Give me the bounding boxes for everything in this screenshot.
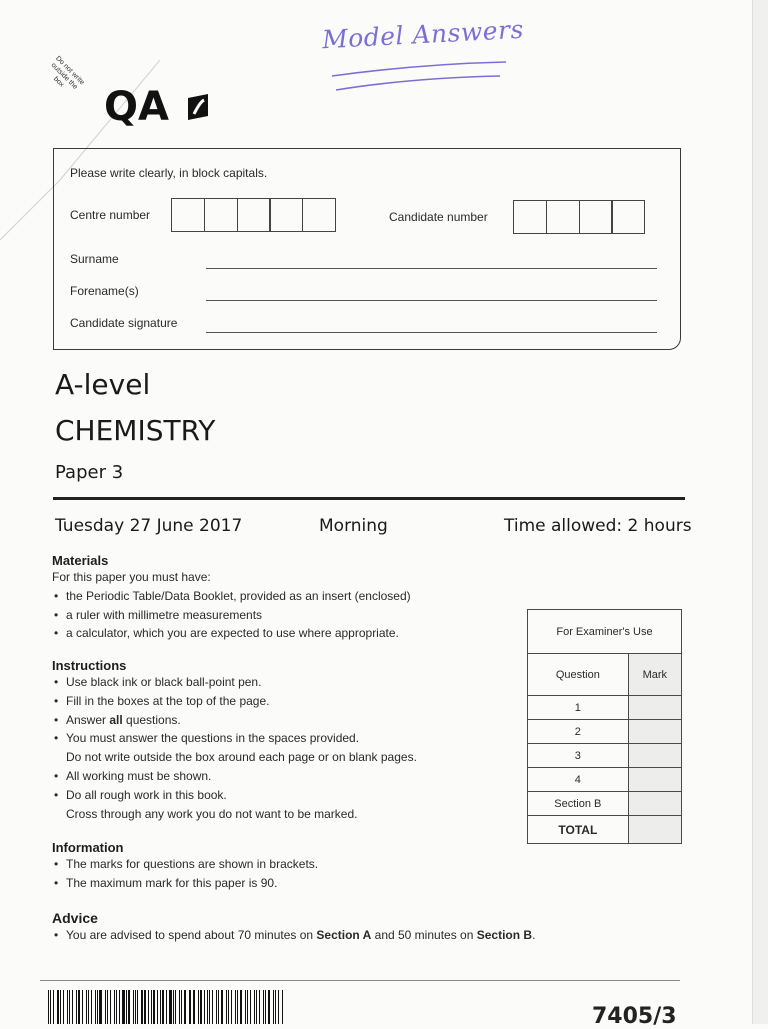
examiners-use-table xyxy=(527,609,682,844)
digit-box[interactable] xyxy=(579,200,613,234)
digit-box[interactable] xyxy=(302,198,336,232)
barcode-bar xyxy=(148,990,149,1024)
barcode-bar xyxy=(119,990,120,1024)
barcode-bar xyxy=(282,990,283,1024)
barcode-bar xyxy=(82,990,83,1024)
barcode-bar xyxy=(275,990,276,1024)
barcode-bar xyxy=(107,990,108,1024)
barcode-bar xyxy=(110,990,111,1024)
total-row xyxy=(528,816,682,844)
paper-number: Paper 3 xyxy=(55,462,124,483)
centre-number-boxes[interactable] xyxy=(171,198,336,232)
table-row xyxy=(528,792,682,816)
board-logo xyxy=(104,84,210,130)
forenames-line[interactable] xyxy=(206,300,657,301)
barcode-bar xyxy=(133,990,134,1024)
barcode-bar xyxy=(60,990,61,1024)
barcode-bar xyxy=(200,990,201,1024)
list-item: • a calculator, which you are expected to use where appropriate. xyxy=(52,624,522,643)
table-row xyxy=(528,744,682,768)
mark-cell[interactable] xyxy=(628,720,681,744)
question-column-header: Question xyxy=(528,654,629,696)
handwritten-underline xyxy=(330,56,510,96)
barcode-bar xyxy=(122,990,124,1024)
barcode-bar xyxy=(151,990,152,1024)
barcode-bar xyxy=(63,990,64,1024)
barcode-bar xyxy=(263,990,264,1024)
barcode-bar xyxy=(76,990,77,1024)
list-item-continuation: Cross through any work you do not want to be marked. xyxy=(66,806,358,821)
list-item: • a ruler with millimetre measurements xyxy=(52,606,522,625)
barcode-bar xyxy=(153,990,154,1024)
barcode-bar xyxy=(190,990,191,1024)
digit-box[interactable] xyxy=(171,198,205,232)
barcode-bar xyxy=(126,990,127,1024)
total-mark-cell[interactable] xyxy=(628,816,681,844)
barcode-bar xyxy=(268,990,270,1024)
forenames-label: Forename(s) xyxy=(70,284,139,298)
materials-section xyxy=(52,553,522,643)
list-item: • Fill in the boxes at the top of the page. xyxy=(52,692,522,711)
barcode-bar xyxy=(184,990,185,1024)
information-list xyxy=(52,855,522,893)
question-cell: 2 xyxy=(528,720,629,744)
barcode-bar xyxy=(141,990,142,1024)
list-item: • You must answer the questions in the spaces provided. xyxy=(52,729,522,748)
barcode-bar xyxy=(235,990,236,1024)
barcode-bar xyxy=(209,990,210,1024)
examiners-use-title: For Examiner's Use xyxy=(528,610,682,654)
barcode-bar xyxy=(198,990,199,1024)
mark-cell[interactable] xyxy=(628,744,681,768)
instructions-list xyxy=(52,673,522,823)
time-allowed: Time allowed: 2 hours xyxy=(504,516,692,536)
mark-cell[interactable] xyxy=(628,768,681,792)
signature-label: Candidate signature xyxy=(70,316,178,330)
mark-cell[interactable] xyxy=(628,792,681,816)
materials-heading: Materials xyxy=(52,553,109,568)
table-row xyxy=(528,768,682,792)
barcode-bar xyxy=(218,990,219,1024)
signature-line[interactable] xyxy=(206,332,657,333)
barcode-bar xyxy=(250,990,251,1024)
barcode-bar xyxy=(50,990,51,1024)
digit-box[interactable] xyxy=(204,198,238,232)
exam-session: Morning xyxy=(319,516,388,536)
digit-box[interactable] xyxy=(611,200,645,234)
list-item: • You are advised to spend about 70 minutes on Section A and 50 minutes on Section B. xyxy=(52,926,672,945)
barcode-bar xyxy=(157,990,158,1024)
advice-section xyxy=(52,910,672,945)
centre-number-label: Centre number xyxy=(70,208,151,222)
surname-line[interactable] xyxy=(206,268,657,269)
barcode-bar xyxy=(247,990,248,1024)
barcode-bar xyxy=(189,990,190,1024)
advice-heading: Advice xyxy=(52,910,98,926)
barcode-bar xyxy=(53,990,54,1024)
barcode-bar xyxy=(204,990,205,1024)
barcode-bar xyxy=(193,990,195,1024)
barcode-bar xyxy=(237,990,238,1024)
table-row xyxy=(528,720,682,744)
digit-box[interactable] xyxy=(546,200,580,234)
list-item: • The maximum mark for this paper is 90. xyxy=(52,874,522,893)
barcode-bar xyxy=(78,990,80,1024)
barcode-bar xyxy=(160,990,161,1024)
exam-date: Tuesday 27 June 2017 xyxy=(55,516,243,536)
information-heading: Information xyxy=(52,840,124,855)
barcode-bar xyxy=(181,990,182,1024)
qualification-level: A-level xyxy=(55,368,151,401)
barcode-bar xyxy=(254,990,255,1024)
barcode-bar xyxy=(273,990,274,1024)
barcode-bar xyxy=(216,990,217,1024)
information-section xyxy=(52,840,522,893)
barcode-bar xyxy=(207,990,208,1024)
handwritten-annotation: Model Answers xyxy=(321,14,525,55)
page-edge xyxy=(752,0,768,1024)
barcode-bar xyxy=(105,990,106,1024)
list-item-continuation: Do not write outside the box around each page or on blank pages. xyxy=(66,750,417,765)
barcode-bar xyxy=(259,990,260,1024)
barcode-bar xyxy=(95,990,96,1024)
instructions-heading: Instructions xyxy=(52,658,127,673)
list-item: • the Periodic Table/Data Booklet, provided as an insert (enclosed) xyxy=(52,587,522,606)
barcode-bar xyxy=(226,990,227,1024)
barcode-bar xyxy=(88,990,89,1024)
barcode-bar xyxy=(128,990,129,1024)
barcode-bar xyxy=(137,990,138,1024)
barcode-bar xyxy=(179,990,180,1024)
barcode-bar xyxy=(91,990,92,1024)
barcode-bar xyxy=(169,990,171,1024)
barcode-bar xyxy=(265,990,266,1024)
barcode-bar xyxy=(212,990,213,1024)
barcode-bar xyxy=(278,990,279,1024)
logo-text: QA xyxy=(104,84,169,130)
mark-column-header: Mark xyxy=(628,654,681,696)
barcode-bar xyxy=(86,990,87,1024)
barcode-bar xyxy=(166,990,167,1024)
paper-code: 7405/3 xyxy=(592,1004,677,1029)
title-divider xyxy=(53,497,685,500)
instructions-section xyxy=(52,658,522,823)
table-row xyxy=(528,696,682,720)
barcode-bar xyxy=(57,990,59,1024)
barcode-bar xyxy=(162,990,163,1024)
barcode-bar xyxy=(114,990,115,1024)
candidate-number-label: Candidate number xyxy=(389,210,488,224)
margin-note: Do not write outside the box xyxy=(49,55,86,91)
list-item: • Use black ink or black ball-point pen. xyxy=(52,673,522,692)
barcode-bar xyxy=(175,990,176,1024)
question-cell: 1 xyxy=(528,696,629,720)
digit-box[interactable] xyxy=(269,198,303,232)
digit-box[interactable] xyxy=(513,200,547,234)
barcode-bar xyxy=(48,990,49,1024)
list-item: • The marks for questions are shown in brackets. xyxy=(52,855,522,874)
question-cell: 3 xyxy=(528,744,629,768)
materials-list xyxy=(52,587,522,643)
list-item: • Do all rough work in this book. xyxy=(52,786,522,805)
barcode-bar xyxy=(67,990,68,1024)
barcode-bar xyxy=(231,990,232,1024)
barcode-bar xyxy=(256,990,257,1024)
barcode-bar xyxy=(228,990,229,1024)
barcode-bar xyxy=(240,990,242,1024)
footer-divider xyxy=(40,980,680,981)
barcode-bar xyxy=(97,990,98,1024)
barcode-bar xyxy=(221,990,223,1024)
barcode-bar xyxy=(72,990,73,1024)
question-cell: Section B xyxy=(528,792,629,816)
surname-label: Surname xyxy=(70,252,119,266)
details-instruction: Please write clearly, in block capitals. xyxy=(70,166,268,180)
subject-title: CHEMISTRY xyxy=(55,414,216,447)
total-label: TOTAL xyxy=(528,816,629,844)
list-item: • All working must be shown. xyxy=(52,767,522,786)
materials-intro: For this paper you must have: xyxy=(52,570,211,584)
logo-mark-icon xyxy=(186,92,210,122)
candidate-number-boxes[interactable] xyxy=(513,200,645,234)
mark-cell[interactable] xyxy=(628,696,681,720)
barcode-bar xyxy=(69,990,70,1024)
barcode-bar xyxy=(173,990,174,1024)
barcode-bar xyxy=(135,990,136,1024)
barcode-bar xyxy=(245,990,246,1024)
advice-list xyxy=(52,926,672,945)
digit-box[interactable] xyxy=(237,198,271,232)
barcode-bar xyxy=(99,990,101,1024)
barcode xyxy=(48,990,284,1024)
barcode-bar xyxy=(116,990,117,1024)
list-item: • Answer all questions. xyxy=(52,711,522,730)
question-cell: 4 xyxy=(528,768,629,792)
barcode-bar xyxy=(144,990,146,1024)
